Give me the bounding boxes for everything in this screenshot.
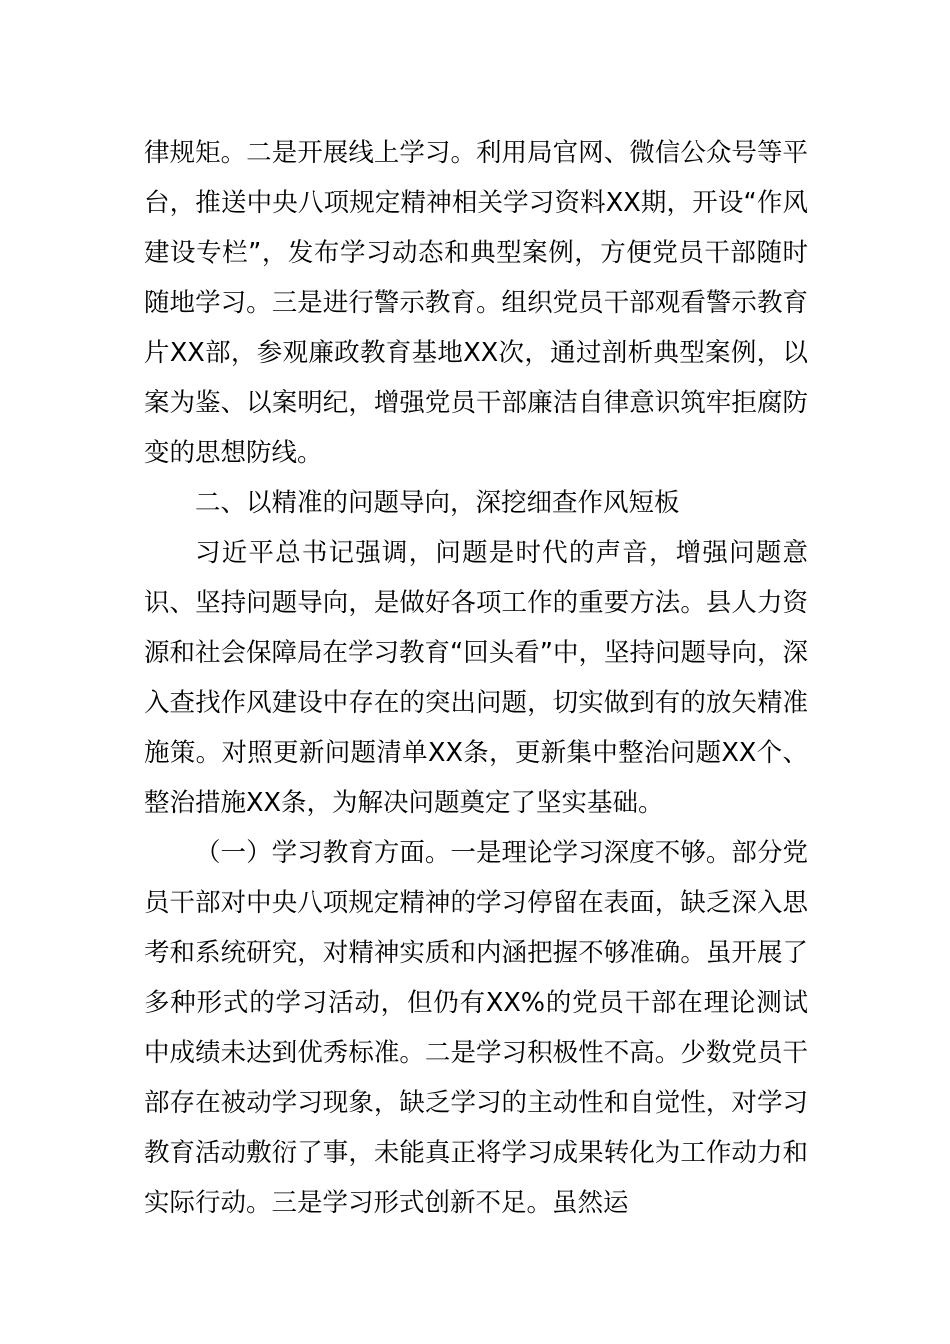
paragraph-study-education-issues: （一）学习教育方面。一是理论学习深度不够。部分党员干部对中央八项规定精神的学习停留在表面，缺乏深入思考和系统研究，对精神实质和内涵把握不够准确。虽开展了多种形式的学习活动，但仍有XX%的党员干部在理论测试中成绩未达到优秀标准。二是学习积极性不高。少数党员干部存在被动学习现象，缺乏学习的主动性和自觉性，对学习教育活动敷衍了事，未能真正将学习成果转化为工作动力和实际行动。三是学习形式创新不足。虽然运 [144,838,808,1218]
section-heading-problem-orientation: 二、以精准的问题导向，深挖细查作风短板 [195,488,680,518]
paragraph-study-online: 律规矩。二是开展线上学习。利用局官网、微信公众号等平台，推送中央八项规定精神相关学习资料XX期，开设“作风建设专栏”，发布学习动态和典型案例，方便党员干部随时随地学习。三是进行警示教育。组织党员干部观看警示教育片XX部，参观廉政教育基地XX次，通过剖析典型案例，以案为鉴、以案明纪，增强党员干部廉洁自律意识筑牢拒腐防变的思想防线。 [144,138,808,468]
document-body [144,128,808,1228]
paragraph-problem-orientation: 习近平总书记强调，问题是时代的声音，增强问题意识、坚持问题导向，是做好各项工作的重要方法。县人力资源和社会保障局在学习教育“回头看”中，坚持问题导向，深入查找作风建设中存在的突出问题，切实做到有的放矢精准施策。对照更新问题清单XX条，更新集中整治问题XX个、整治措施XX条，为解决问题奠定了坚实基础。 [144,538,808,818]
